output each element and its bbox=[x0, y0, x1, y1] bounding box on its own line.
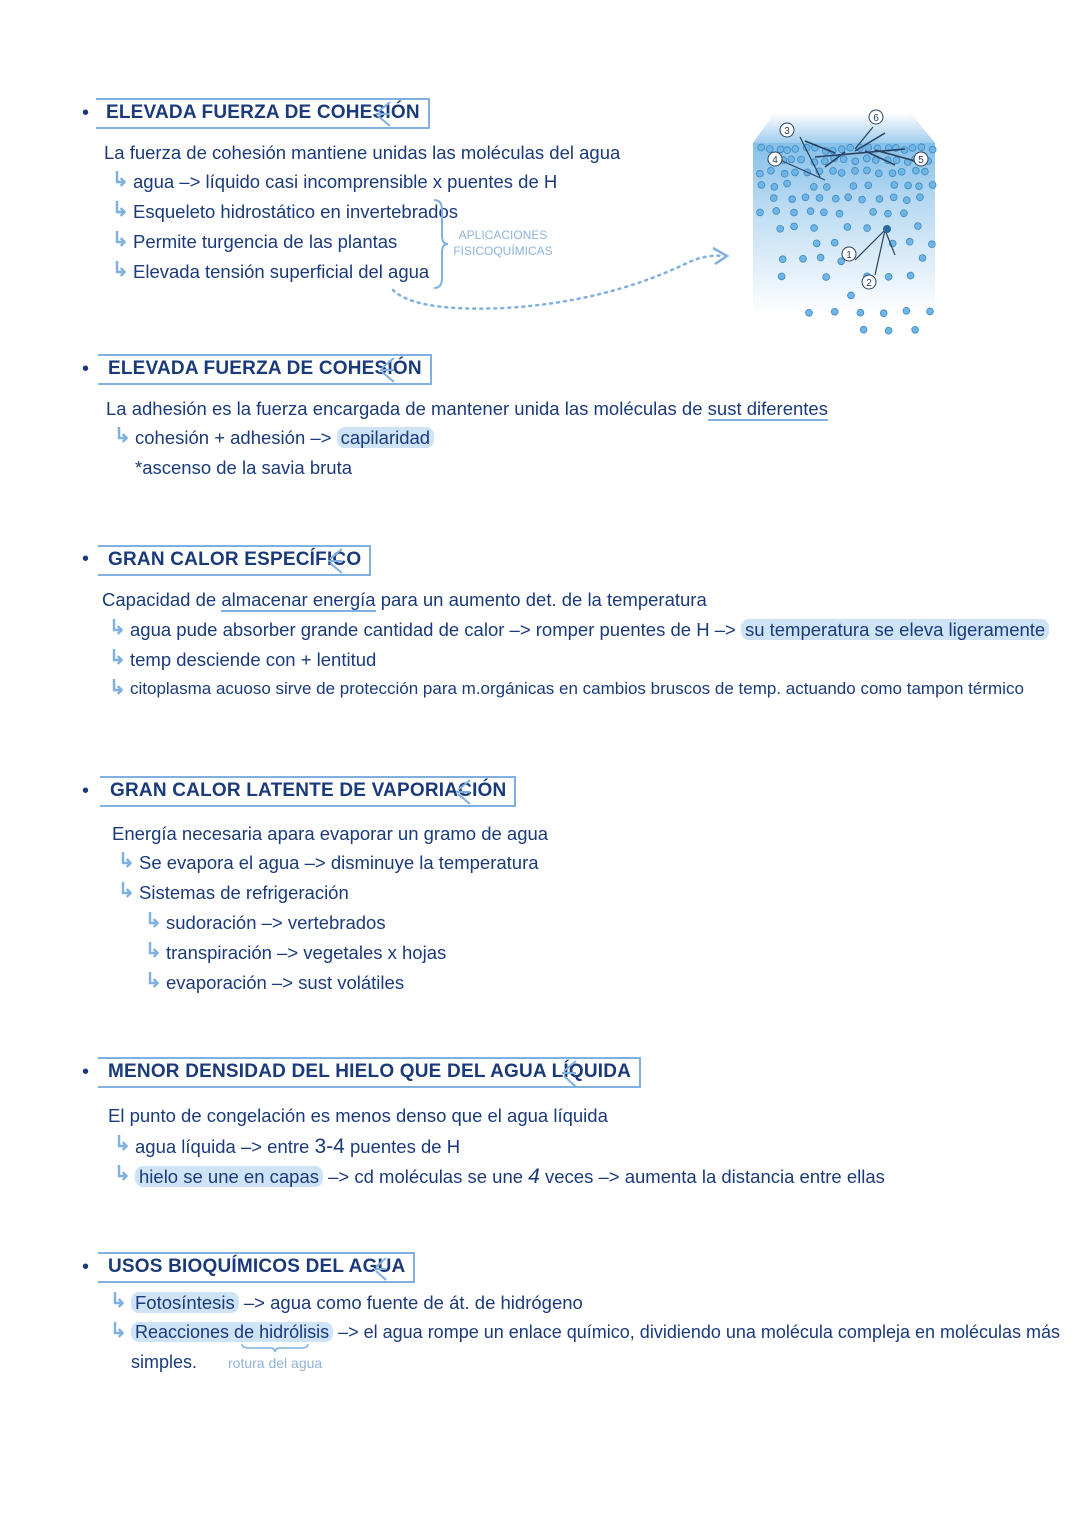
water-molecule bbox=[836, 210, 843, 217]
section-heading: GRAN CALOR LATENTE DE VAPORIACIÓN bbox=[100, 776, 516, 807]
bullet: • bbox=[82, 1061, 90, 1083]
section-intro: Energía necesaria apara evaporar un gramo de agua bbox=[112, 823, 549, 844]
sub-arrow-icon: ↳ bbox=[112, 169, 129, 191]
sub-arrow-icon: ↳ bbox=[145, 970, 162, 992]
water-molecule bbox=[788, 156, 795, 163]
dotted-arrow-icon bbox=[385, 240, 735, 320]
water-molecule bbox=[929, 241, 936, 248]
water-molecule bbox=[922, 168, 929, 175]
water-molecule bbox=[791, 209, 798, 216]
water-molecule bbox=[929, 146, 936, 153]
water-molecule bbox=[791, 223, 798, 230]
water-molecule bbox=[792, 169, 799, 176]
water-molecule bbox=[777, 146, 784, 153]
emphasis-marks-icon bbox=[452, 776, 474, 808]
highlighted-term: Reacciones de hidrólisis bbox=[131, 1322, 333, 1342]
water-molecule bbox=[916, 183, 923, 190]
water-molecule bbox=[831, 239, 838, 246]
diagram-label: 1 bbox=[846, 250, 852, 261]
water-molecule bbox=[864, 167, 871, 174]
water-molecule bbox=[880, 310, 887, 317]
water-molecule bbox=[778, 273, 785, 280]
water-molecule bbox=[831, 308, 838, 315]
item-text: cohesión + adhesión –> bbox=[135, 427, 337, 448]
sub-arrow-icon: ↳ bbox=[114, 1163, 131, 1185]
item-text: agua pude absorber grande cantidad de calor –> romper puentes de H –> bbox=[130, 619, 741, 640]
water-molecule bbox=[779, 256, 786, 263]
list-item bbox=[130, 619, 1049, 641]
list-item: Esqueleto hidrostático en invertebrados bbox=[133, 201, 458, 222]
water-molecule bbox=[852, 158, 859, 165]
water-molecule bbox=[768, 167, 775, 174]
water-molecule bbox=[823, 274, 830, 281]
diagram-label: 3 bbox=[784, 126, 790, 137]
water-molecule bbox=[777, 225, 784, 232]
water-molecule bbox=[885, 327, 892, 334]
list-item bbox=[135, 1135, 460, 1159]
water-molecule bbox=[806, 309, 813, 316]
sub-list-item: transpiración –> vegetales x hojas bbox=[166, 942, 447, 963]
water-molecule bbox=[781, 170, 788, 177]
water-molecule bbox=[830, 168, 837, 175]
section-intro: El punto de congelación es menos denso que el agua líquida bbox=[108, 1105, 608, 1126]
item-text: –> agua como fuente de át. de hidrógeno bbox=[238, 1292, 583, 1313]
list-item: Elevada tensión superficial del agua bbox=[133, 261, 430, 282]
sub-arrow-icon: ↳ bbox=[109, 647, 126, 669]
sub-list-item: sudoración –> vertebrados bbox=[166, 912, 386, 933]
underlined-term: sust diferentes bbox=[707, 398, 828, 419]
emphasis-marks-icon bbox=[370, 1254, 390, 1284]
sub-arrow-icon: ↳ bbox=[110, 1320, 127, 1342]
section-intro bbox=[102, 589, 707, 611]
section-intro: La fuerza de cohesión mantiene unidas las moléculas del agua bbox=[104, 142, 621, 163]
water-molecule bbox=[771, 183, 778, 190]
water-molecule bbox=[847, 144, 854, 151]
sub-arrow-icon: ↳ bbox=[118, 880, 135, 902]
list-item bbox=[135, 1165, 885, 1189]
water-molecule bbox=[798, 156, 805, 163]
intro-text: para un aumento det. de la temperatura bbox=[375, 589, 707, 610]
list-item: Sistemas de refrigeración bbox=[139, 882, 349, 903]
item-text: puentes de H bbox=[344, 1136, 461, 1157]
water-molecule bbox=[845, 194, 852, 201]
water-molecule bbox=[893, 157, 900, 164]
water-molecule bbox=[907, 272, 914, 279]
water-molecule bbox=[909, 145, 916, 152]
bullet: • bbox=[82, 358, 90, 380]
bullet: • bbox=[82, 548, 90, 570]
sub-arrow-icon: ↳ bbox=[110, 1290, 127, 1312]
water-molecule bbox=[870, 209, 877, 216]
section-heading: ELEVADA FUERZA DE COHESIÓN bbox=[96, 98, 430, 129]
water-molecule bbox=[758, 182, 765, 189]
water-molecule bbox=[927, 308, 934, 315]
sub-arrow-icon: ↳ bbox=[114, 425, 131, 447]
intro-text: Capacidad de bbox=[102, 589, 222, 610]
side-note: rotura del agua bbox=[228, 1355, 323, 1371]
water-molecule bbox=[816, 195, 823, 202]
sub-arrow-icon: ↳ bbox=[112, 229, 129, 251]
water-molecule bbox=[889, 170, 896, 177]
bracket-note-line: APLICACIONES bbox=[458, 228, 548, 242]
water-molecule bbox=[876, 196, 883, 203]
water-molecule bbox=[770, 195, 777, 202]
item-text: –> cd moléculas se une bbox=[323, 1166, 529, 1187]
water-molecule bbox=[915, 223, 922, 230]
list-item bbox=[131, 1292, 583, 1314]
sub-arrow-icon: ↳ bbox=[114, 1133, 131, 1155]
highlighted-term: Fotosíntesis bbox=[131, 1292, 239, 1313]
water-molecule bbox=[838, 170, 845, 177]
section-heading: MENOR DENSIDAD DEL HIELO QUE DEL AGUA LÍQUIDA bbox=[98, 1057, 641, 1088]
water-molecule bbox=[905, 182, 912, 189]
water-molecule bbox=[757, 209, 764, 216]
list-item bbox=[135, 427, 434, 449]
water-molecule bbox=[919, 255, 926, 262]
water-molecule bbox=[757, 170, 764, 177]
water-molecule bbox=[817, 254, 824, 261]
sub-arrow-icon: ↳ bbox=[109, 677, 126, 699]
underbrace-icon bbox=[240, 1342, 310, 1354]
water-molecule bbox=[898, 168, 905, 175]
water-molecule bbox=[890, 194, 897, 201]
water-molecule bbox=[917, 194, 924, 201]
water-molecule bbox=[784, 147, 791, 154]
water-molecule bbox=[865, 182, 872, 189]
water-molecule bbox=[852, 167, 859, 174]
water-molecule bbox=[823, 184, 830, 191]
water-molecule bbox=[813, 240, 820, 247]
water-molecule bbox=[807, 208, 814, 215]
section-heading: ELEVADA FUERZA DE COHESIÓN bbox=[98, 354, 432, 385]
sub-arrow-icon: ↳ bbox=[118, 850, 135, 872]
bullet: • bbox=[82, 102, 90, 124]
sub-arrow-icon: ↳ bbox=[112, 199, 129, 221]
water-molecule bbox=[832, 195, 839, 202]
water-molecule bbox=[912, 326, 919, 333]
water-molecule bbox=[773, 208, 780, 215]
list-item: agua –> líquido casi incomprensible x puentes de H bbox=[133, 171, 558, 192]
list-item: Se evapora el agua –> disminuye la temperatura bbox=[139, 852, 539, 873]
emphasis-marks-icon bbox=[372, 98, 394, 130]
water-molecule bbox=[848, 292, 855, 299]
emphasis-marks-icon bbox=[376, 354, 398, 386]
water-molecule bbox=[838, 146, 845, 153]
water-molecule bbox=[758, 144, 765, 151]
water-molecule bbox=[918, 144, 925, 151]
item-text: –> el agua rompe un enlace químico, dividiendo una molécula compleja en moléculas más bbox=[333, 1322, 1061, 1342]
bullet: • bbox=[82, 1256, 90, 1278]
water-molecule bbox=[850, 183, 857, 190]
water-molecule bbox=[885, 273, 892, 280]
intro-text: La adhesión es la fuerza encargada de mantener unida las moléculas de bbox=[106, 398, 708, 419]
water-molecule bbox=[857, 309, 864, 316]
water-molecule bbox=[929, 182, 936, 189]
list-item-continuation: simples. bbox=[131, 1352, 198, 1372]
sub-arrow-icon: ↳ bbox=[112, 259, 129, 281]
water-molecule bbox=[885, 210, 892, 217]
water-molecule bbox=[789, 196, 796, 203]
water-molecule bbox=[903, 307, 910, 314]
diagram-label: 4 bbox=[772, 155, 778, 166]
water-molecule bbox=[802, 194, 809, 201]
water-molecule bbox=[766, 146, 773, 153]
water-molecule bbox=[891, 182, 898, 189]
emphasis-marks-icon bbox=[558, 1057, 580, 1091]
highlighted-term: hielo se une en capas bbox=[135, 1166, 323, 1187]
water-molecule bbox=[860, 326, 867, 333]
bracket-note-line: FISICOQUÍMICAS bbox=[453, 244, 553, 258]
underlined-term: almacenar energía bbox=[221, 589, 376, 610]
section-intro bbox=[106, 398, 828, 420]
water-molecule bbox=[864, 225, 871, 232]
list-item: Permite turgencia de las plantas bbox=[133, 231, 398, 252]
list-item: temp desciende con + lentitud bbox=[130, 649, 377, 670]
number-text: 3-4 bbox=[314, 1135, 345, 1158]
water-molecule bbox=[840, 156, 847, 163]
water-molecule bbox=[913, 167, 920, 174]
water-molecule bbox=[863, 155, 870, 162]
water-surface-diagram bbox=[745, 105, 940, 350]
water-molecule bbox=[901, 210, 908, 217]
water-molecule bbox=[792, 146, 799, 153]
water-molecule bbox=[821, 209, 828, 216]
note: *ascenso de la savia bruta bbox=[135, 457, 352, 478]
water-molecule bbox=[906, 238, 913, 245]
water-molecule bbox=[811, 225, 818, 232]
sub-arrow-icon: ↳ bbox=[145, 940, 162, 962]
section-heading: USOS BIOQUÍMICOS DEL AGUA bbox=[98, 1252, 415, 1283]
sub-arrow-icon: ↳ bbox=[109, 617, 126, 639]
sub-list-item: evaporación –> sust volátiles bbox=[166, 972, 405, 993]
diagram-label: 5 bbox=[918, 155, 924, 166]
water-molecule bbox=[875, 170, 882, 177]
list-item bbox=[131, 1322, 1060, 1343]
diagram-label: 6 bbox=[873, 113, 879, 124]
list-item: citoplasma acuoso sirve de protección para m.orgánicas en cambios bruscos de temp. actuando como tampon térmico bbox=[130, 679, 1024, 698]
water-molecule bbox=[859, 196, 866, 203]
section-heading: GRAN CALOR ESPECÍFICO bbox=[98, 545, 371, 576]
item-text: agua líquida –> entre bbox=[135, 1136, 315, 1157]
number-text: 4 bbox=[528, 1165, 540, 1188]
diagram-label: 2 bbox=[866, 278, 872, 289]
water-molecule bbox=[784, 180, 791, 187]
sub-arrow-icon: ↳ bbox=[145, 910, 162, 932]
water-molecule bbox=[844, 224, 851, 231]
highlighted-term: su temperatura se eleva ligeramente bbox=[741, 619, 1049, 640]
bullet: • bbox=[82, 780, 90, 802]
highlighted-term: capilaridad bbox=[337, 427, 434, 448]
water-molecule bbox=[810, 183, 817, 190]
water-molecule bbox=[821, 158, 828, 165]
water-molecule bbox=[800, 255, 807, 262]
emphasis-marks-icon bbox=[324, 545, 346, 577]
item-text: veces –> aumenta la distancia entre ellas bbox=[539, 1166, 885, 1187]
water-molecule bbox=[903, 197, 910, 204]
